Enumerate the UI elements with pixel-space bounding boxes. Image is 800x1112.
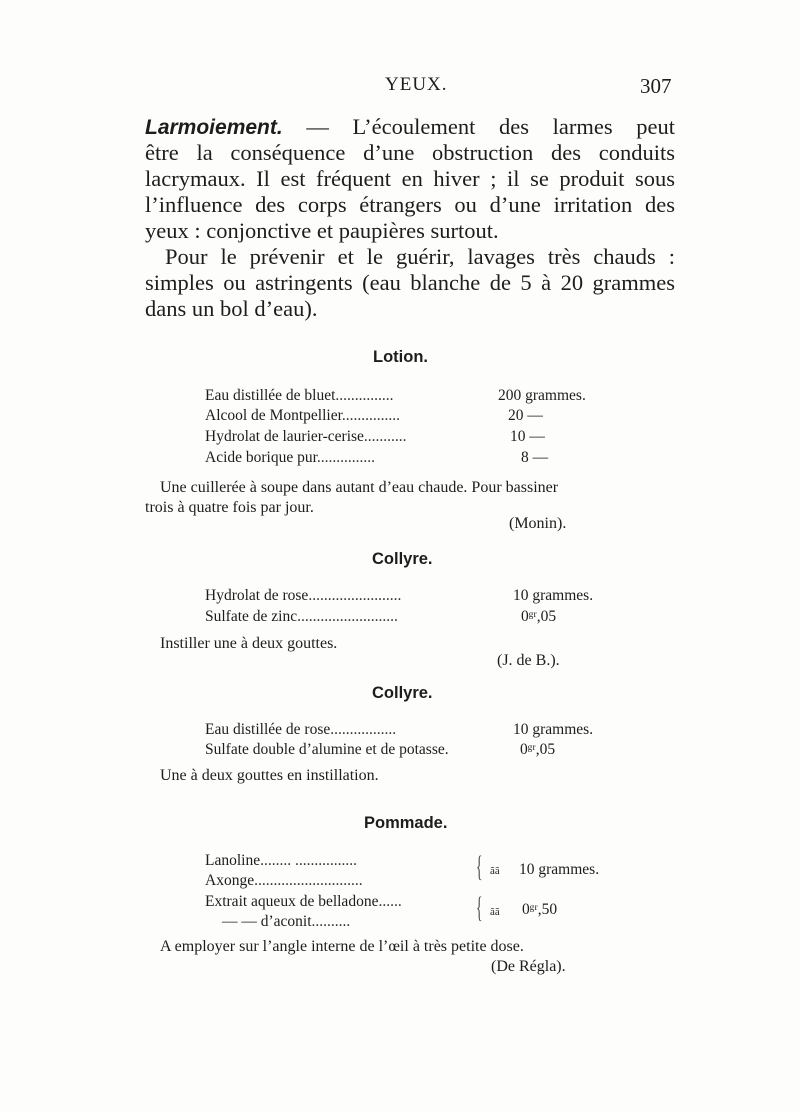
intro-line-8: dans un bol d’eau). <box>145 296 318 321</box>
recipe-attribution: (J. de B.). <box>497 652 560 669</box>
recipe-note-line: Une cuillerée à soupe dans autant d’eau chaude. Pour bassiner <box>160 479 559 496</box>
recipe-note-line: A employer sur l’angle interne de l’œil à très petite dose. <box>160 938 524 955</box>
recipe-note-line: trois à quatre fois par jour. <box>145 499 314 516</box>
ingredient-row: Lanoline........ ................ <box>205 852 357 869</box>
ingredient-quantity: 10 grammes. <box>519 861 600 878</box>
ingredient-row: Hydrolat de laurier-cerise........... <box>205 428 407 445</box>
ingredient-quantity: 0ᵍʳ,05 <box>520 741 556 758</box>
running-header: YEUX. <box>385 74 448 95</box>
recipe-title-lotion: Lotion. <box>373 348 428 366</box>
intro-line-6: Pour le prévenir et le guérir, lavages très chauds : <box>165 244 675 269</box>
ingredient-row: Sulfate de zinc.......................... <box>205 608 398 625</box>
intro-paragraph <box>145 114 675 322</box>
intro-line-3: lacrymaux. Il est fréquent en hiver ; il se produit sous <box>145 166 675 191</box>
ingredient-row: — — d’aconit.......... <box>222 913 351 930</box>
ingredient-quantity: 10 grammes. <box>513 721 594 738</box>
intro-line-4: l’influence des corps étrangers ou d’une irritation des <box>145 192 675 217</box>
ingredient-row: Eau distillée de rose................. <box>205 721 397 738</box>
ingredient-quantity: 200 grammes. <box>498 387 586 404</box>
ingredient-row: Alcool de Montpellier............... <box>205 407 401 424</box>
recipe-title-collyre: Collyre. <box>372 550 433 568</box>
brace-icon: { <box>476 850 483 883</box>
ingredient-row: Hydrolat de rose........................ <box>205 587 402 604</box>
ingredient-quantity: 0ᵍʳ,50 <box>522 901 558 918</box>
equal-parts-mark: ãã <box>490 906 500 918</box>
equal-parts-mark: ãã <box>490 865 500 877</box>
recipe-attribution: (Monin). <box>509 515 567 532</box>
recipe-note-line: Une à deux gouttes en instillation. <box>160 767 379 784</box>
ingredient-row: Acide borique pur............... <box>205 449 376 466</box>
ingredient-quantity: 10 — <box>510 428 545 445</box>
ingredient-row: Sulfate double d’alumine et de potasse. <box>205 741 449 758</box>
intro-line-2: être la conséquence d’une obstruction des conduits <box>145 140 675 165</box>
ingredient-quantity: 10 grammes. <box>513 587 594 604</box>
ingredient-row: Eau distillée de bluet............... <box>205 387 394 404</box>
ingredient-quantity: 0ᵍʳ,05 <box>521 608 557 625</box>
section-term: Larmoiement. <box>145 116 283 139</box>
brace-icon: { <box>476 891 483 924</box>
recipe-attribution: (De Régla). <box>491 958 566 975</box>
ingredient-quantity: 20 — <box>508 407 543 424</box>
ingredient-row: Extrait aqueux de belladone...... <box>205 893 402 910</box>
recipe-title-pommade: Pommade. <box>364 814 448 832</box>
recipe-note-line: Instiller une à deux gouttes. <box>160 635 338 652</box>
intro-line-5: yeux : conjonctive et paupières surtout. <box>145 218 499 243</box>
intro-line-7: simples ou astringents (eau blanche de 5 à 20 grammes <box>145 270 675 295</box>
ingredient-row: Axonge............................ <box>205 872 363 889</box>
ingredient-quantity: 8 — <box>521 449 549 466</box>
recipe-title-collyre: Collyre. <box>372 684 433 702</box>
page-number: 307 <box>640 74 672 98</box>
intro-line-1: Larmoiement. — L’écoulement des larmes peut <box>145 114 675 139</box>
